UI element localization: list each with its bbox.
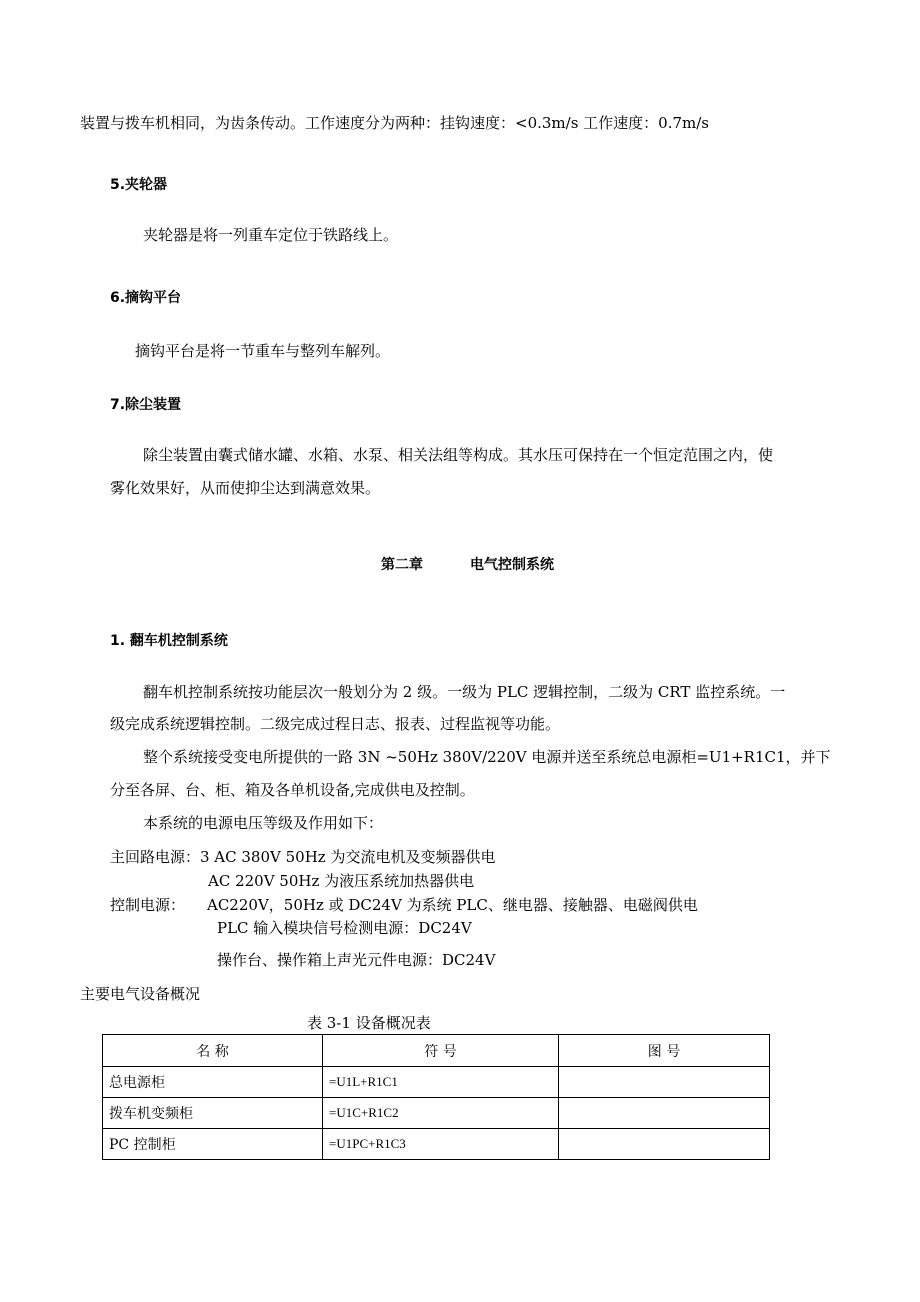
control-power-label: 控制电源： [110,896,186,914]
section-heading-wheel-clamp: 5.夹轮器 [110,177,168,193]
cell-name: 总电源柜 [103,1067,323,1098]
paragraph-dust-removal-line1: 除尘装置由囊式储水罐、水箱、水泵、相关法组等构成。其水压可保持在一个恒定范围之内，使 [143,446,774,464]
paragraph-gear-drive: 装置与拨车机相同，为齿条传动。工作速度分为两种：挂钩速度：<0.3m/s 工作速度：0.7m/s [80,114,710,132]
header-name: 名 称 [103,1035,323,1067]
paragraph-power-supply-line1: 整个系统接受变电所提供的一路 3N ~50Hz 380V/220V 电源并送至系统总电源柜=U1+R1C1，并下 [143,748,831,766]
table-row [103,1098,770,1129]
cell-name: 拨车机变频柜 [103,1098,323,1129]
main-circuit-label: 主回路电源： [110,848,201,866]
table-row [103,1067,770,1098]
cell-symbol: =U1C+R1C2 [323,1098,559,1129]
main-circuit-line2: AC 220V 50Hz 为液压系统加热器供电 [208,872,475,890]
section-heading-dust-removal: 7.除尘装置 [110,397,182,413]
cell-name: PC 控制柜 [103,1129,323,1160]
header-symbol: 符 号 [323,1035,559,1067]
equipment-heading: 主要电气设备概况 [80,985,201,1003]
paragraph-wheel-clamp: 夹轮器是将一列重车定位于铁路线上。 [143,226,399,244]
chapter-number: 第二章 [381,557,423,573]
paragraph-uncoupling-platform: 摘钩平台是将一节重车与整列车解列。 [135,342,391,360]
equipment-table [102,1034,770,1160]
header-drawing-no: 图 号 [559,1035,770,1067]
cell-symbol: =U1PC+R1C3 [323,1129,559,1160]
cell-drawing-no [559,1098,770,1129]
cell-drawing-no [559,1129,770,1160]
cell-symbol: =U1L+R1C1 [323,1067,559,1098]
paragraph-control-levels-line1: 翻车机控制系统按功能层次一般划分为 2 级。一级为 PLC 逻辑控制，二级为 CRT 监控系统。一 [143,683,786,701]
section-heading-uncoupling-platform: 6.摘钩平台 [110,290,182,306]
control-power-line3: 操作台、操作箱上声光元件电源：DC24V [217,951,496,969]
section-heading-tippler-control: 1. 翻车机控制系统 [110,633,228,649]
table-caption: 表 3-1 设备概况表 [307,1014,431,1032]
cell-drawing-no [559,1067,770,1098]
table-row [103,1129,770,1160]
control-power-line2: PLC 输入模块信号检测电源：DC24V [217,919,472,937]
table-header-row [103,1035,770,1067]
control-power-line1: AC220V，50Hz 或 DC24V 为系统 PLC、继电器、接触器、电磁阀供电 [207,896,698,914]
paragraph-voltage-levels-intro: 本系统的电源电压等级及作用如下： [143,814,384,832]
paragraph-dust-removal-line2: 雾化效果好，从而使抑尘达到满意效果。 [110,479,381,497]
paragraph-control-levels-line2: 级完成系统逻辑控制。二级完成过程日志、报表、过程监视等功能。 [110,715,561,733]
main-circuit-line1: 3 AC 380V 50Hz 为交流电机及变频器供电 [200,848,496,866]
paragraph-power-supply-line2: 分至各屏、台、柜、箱及各单机设备,完成供电及控制。 [110,781,475,799]
chapter-title: 电气控制系统 [470,557,554,573]
